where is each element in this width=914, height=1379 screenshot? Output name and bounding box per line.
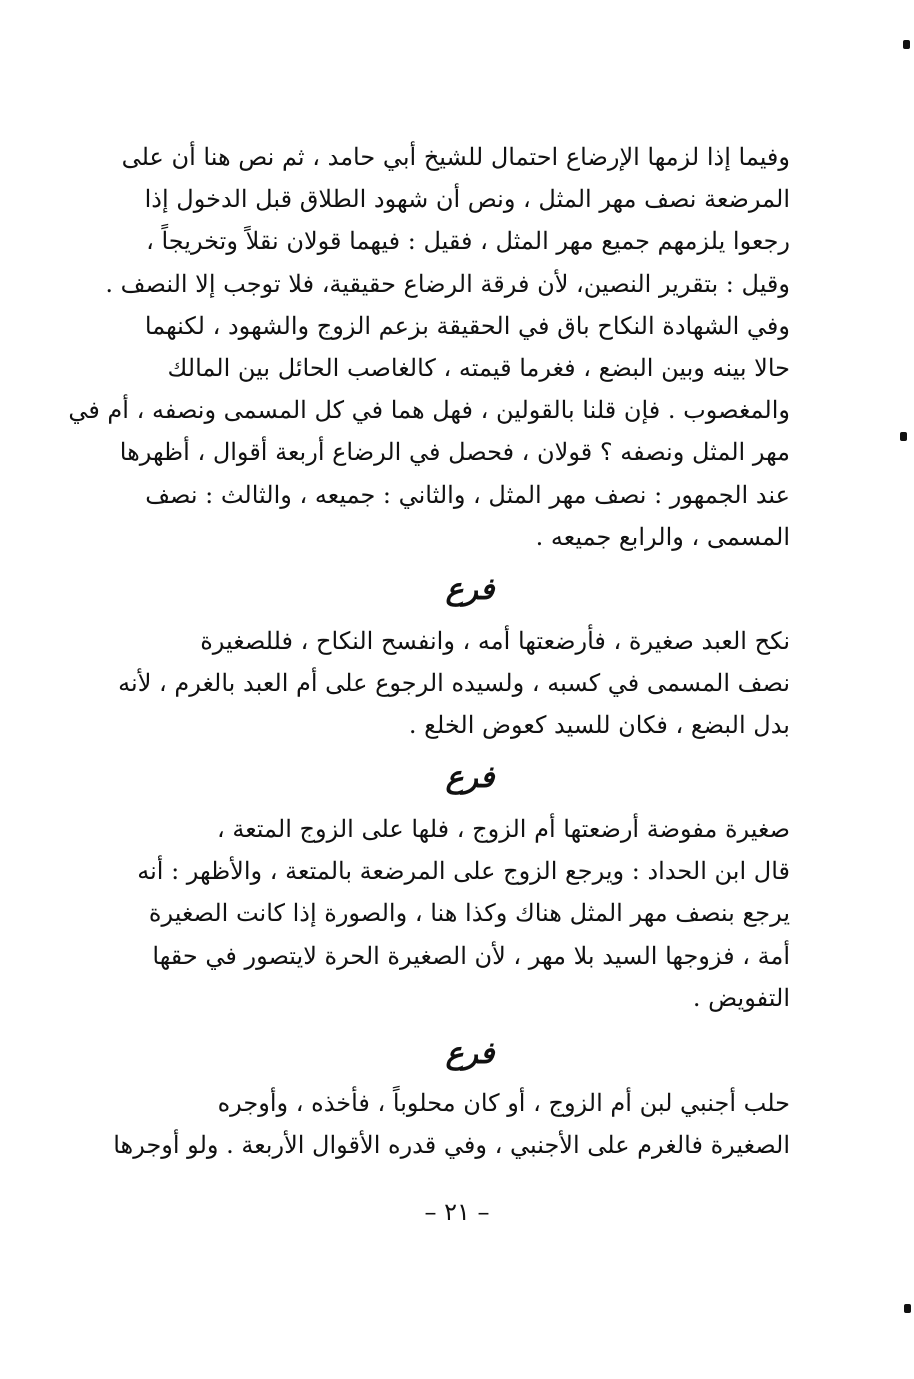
text-line: المسمى ، والرابع جميعه . — [535, 522, 790, 551]
text-line: يرجع بنصف مهر المثل هناك وكذا هنا ، والصورة إذا كانت الصغيرة — [148, 899, 790, 928]
section-heading: فرع — [445, 572, 495, 607]
page-number: – ٢١ – — [424, 1198, 490, 1226]
text-line: التفويض . — [692, 983, 790, 1012]
paragraph-foreign-milk — [113, 1082, 790, 1166]
section-heading: فرع — [445, 760, 495, 795]
paragraph-slave-marriage — [118, 620, 790, 747]
paragraph-mufawwada — [137, 808, 790, 1019]
margin-mark — [904, 1304, 911, 1313]
text-line: قال ابن الحداد : ويرجع الزوج على المرضعة بالمتعة ، والأظهر : أنه — [137, 857, 790, 886]
text-line: المرضعة نصف مهر المثل ، ونص أن شهود الطلاق قبل الدخول إذا — [144, 185, 790, 214]
text-line: نكح العبد صغيرة ، فأرضعتها أمه ، وانفسح النكاح ، فللصغيرة — [200, 627, 790, 655]
text-line: الصغيرة فالغرم على الأجنبي ، وفي قدره الأقوال الأربعة . ولو أوجرها — [113, 1131, 790, 1160]
margin-mark — [903, 40, 910, 49]
margin-mark — [900, 432, 907, 441]
paragraph-main — [68, 136, 790, 558]
text-line: حالا بينه وبين البضع ، فغرما قيمته ، كالغاصب الحائل بين المالك — [167, 354, 790, 383]
section-heading: فرع — [445, 1036, 495, 1071]
text-line: والمغصوب . فإن قلنا بالقولين ، فهل هما في كل المسمى ونصفه ، أم في — [68, 396, 790, 425]
text-line: عند الجمهور : نصف مهر المثل ، والثاني : جميعه ، والثالث : نصف — [145, 480, 790, 509]
text-line: وفي الشهادة النكاح باق في الحقيقة بزعم الزوج والشهود ، لكنهما — [144, 311, 790, 340]
text-line: وفيما إذا لزمها الإرضاع احتمال للشيخ أبي حامد ، ثم نص هنا أن على — [121, 143, 790, 171]
text-line: رجعوا يلزمهم جميع مهر المثل ، فقيل : فيهما قولان نقلاً وتخريجاً ، — [146, 227, 790, 256]
text-line: وقيل : بتقرير النصين، لأن فرقة الرضاع حقيقية، فلا توجب إلا النصف . — [105, 269, 790, 298]
text-line: صغيرة مفوضة أرضعتها أم الزوج ، فلها على الزوج المتعة ، — [216, 815, 790, 843]
text-line: أمة ، فزوجها السيد بلا مهر ، لأن الصغيرة الحرة لايتصور في حقها — [152, 941, 790, 970]
text-line: مهر المثل ونصفه ؟ قولان ، فحصل في الرضاع أربعة أقوال ، أظهرها — [119, 438, 790, 467]
text-line: حلب أجنبي لبن أم الزوج ، أو كان محلوباً ، فأخذه ، وأوجره — [217, 1089, 790, 1117]
text-line: نصف المسمى في كسبه ، ولسيده الرجوع على أم العبد بالغرم ، لأنه — [118, 669, 790, 698]
text-line: بدل البضع ، فكان للسيد كعوض الخلع . — [408, 711, 790, 740]
